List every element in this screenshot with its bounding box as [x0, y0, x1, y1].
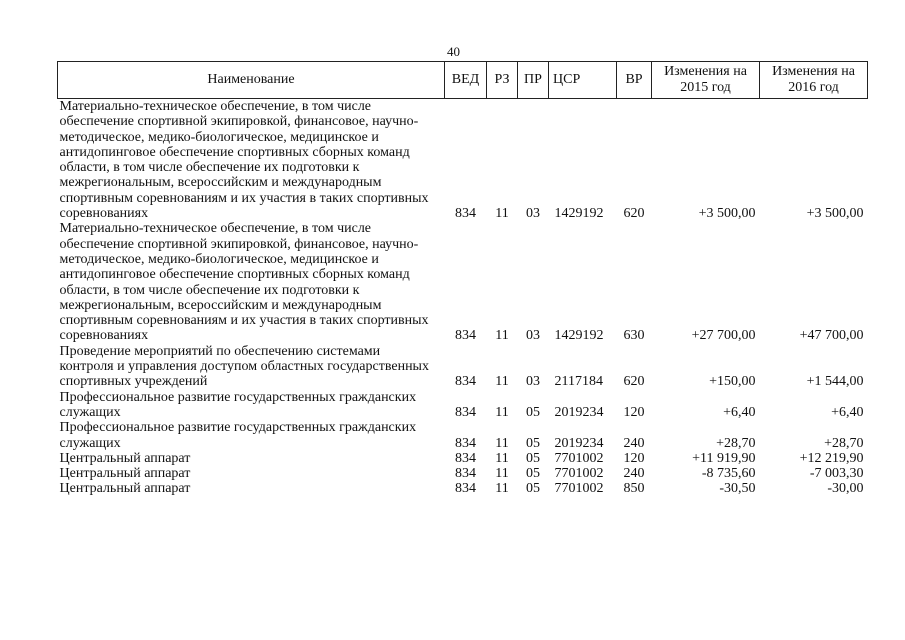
table-row — [58, 390, 868, 421]
row-change-2015: +28,70 — [716, 435, 756, 451]
row-change-2016: +28,70 — [824, 435, 864, 451]
row-change-2015: +6,40 — [723, 404, 756, 420]
table-header — [58, 62, 868, 99]
row-change-2016: +47 700,00 — [799, 328, 864, 344]
row-ved: 834 — [455, 481, 476, 497]
row-vr: 620 — [623, 206, 645, 222]
row-change-2015: +27 700,00 — [691, 328, 756, 344]
row-change-2016: -7 003,30 — [809, 466, 864, 482]
header-pr: ПР — [518, 62, 549, 99]
row-vr: 120 — [623, 450, 645, 466]
table-row — [58, 344, 868, 390]
row-name: Профессиональное развитие государственных гражданских служащих — [59, 389, 417, 420]
row-change-2016: +1 544,00 — [806, 374, 864, 390]
row-rz: 11 — [495, 328, 509, 344]
header-ved: ВЕД — [445, 62, 487, 99]
row-name: Материально-техническое обеспечение, в том числе обеспечение спортивной экипировкой, финансовое, научно-методическое, медико-биологическое, медицинское и антидопинговое обеспечение спортивных сборных команд области, в том числе обеспечение их подготовки к межрегиональным, всероссийским и международным спортивным соревнованиям и их участия в таких спортивных соревнованиях — [59, 99, 429, 222]
row-csr: 7701002 — [554, 450, 604, 466]
row-name: Центральный аппарат — [59, 450, 191, 466]
row-pr: 03 — [526, 374, 540, 390]
row-name: Материально-техническое обеспечение, в том числе обеспечение спортивной экипировкой, финансовое, научно-методическое, медико-биологическое, медицинское и антидопинговое обеспечение спортивных сборных команд области, в том числе обеспечение их подготовки к межрегиональным, всероссийским и международным спортивным соревнованиям и их участия в таких спортивных соревнованиях — [59, 221, 429, 344]
row-pr: 03 — [526, 328, 540, 344]
header-csr: ЦСР — [549, 62, 617, 99]
header-rz: РЗ — [487, 62, 518, 99]
row-rz: 11 — [495, 404, 509, 420]
header-name: Наименование — [58, 62, 445, 99]
row-change-2015: +3 500,00 — [698, 206, 756, 222]
row-pr: 05 — [526, 450, 540, 466]
row-pr: 05 — [526, 466, 540, 482]
row-vr: 120 — [623, 404, 645, 420]
row-change-2016: +3 500,00 — [806, 206, 864, 222]
row-name: Проведение мероприятий по обеспечению системами контроля и управления доступом областных государственных спортивных учреждений — [59, 343, 429, 390]
table-row — [58, 451, 868, 466]
row-vr: 850 — [623, 481, 645, 497]
row-change-2015: +11 919,90 — [692, 450, 756, 466]
row-name: Центральный аппарат — [59, 481, 191, 497]
row-csr: 7701002 — [554, 466, 604, 482]
row-pr: 05 — [526, 481, 540, 497]
row-ved: 834 — [455, 435, 476, 451]
table-row — [58, 221, 868, 343]
table-row — [58, 99, 868, 222]
row-change-2016: -30,00 — [827, 481, 864, 497]
header-change-2015: Изменения на 2015 год — [652, 62, 760, 99]
row-rz: 11 — [495, 206, 509, 222]
row-change-2015: -30,50 — [719, 481, 756, 497]
row-pr: 05 — [526, 435, 540, 451]
row-ved: 834 — [455, 450, 476, 466]
header-vr: ВР — [617, 62, 652, 99]
row-csr: 7701002 — [554, 481, 604, 497]
row-change-2016: +6,40 — [831, 404, 864, 420]
table-row — [58, 466, 868, 481]
row-rz: 11 — [495, 435, 509, 451]
row-csr: 1429192 — [554, 206, 604, 222]
row-csr: 2117184 — [554, 374, 603, 390]
row-ved: 834 — [455, 404, 476, 420]
row-rz: 11 — [495, 374, 509, 390]
row-vr: 620 — [623, 374, 645, 390]
row-ved: 834 — [455, 466, 476, 482]
row-pr: 05 — [526, 404, 540, 420]
row-rz: 11 — [495, 481, 509, 497]
row-csr: 1429192 — [554, 328, 604, 344]
row-ved: 834 — [455, 206, 476, 222]
row-vr: 240 — [623, 435, 645, 451]
row-name: Центральный аппарат — [59, 466, 191, 482]
row-change-2016: +12 219,90 — [799, 450, 864, 466]
row-vr: 630 — [623, 328, 645, 344]
row-csr: 2019234 — [554, 404, 604, 420]
row-change-2015: +150,00 — [709, 374, 756, 390]
row-ved: 834 — [455, 328, 476, 344]
header-change-2016: Изменения на 2016 год — [760, 62, 868, 99]
row-ved: 834 — [455, 374, 476, 390]
row-vr: 240 — [623, 466, 645, 482]
row-pr: 03 — [526, 206, 540, 222]
table-row — [58, 420, 868, 451]
budget-changes-table — [57, 61, 868, 497]
row-name: Профессиональное развитие государственных гражданских служащих — [59, 420, 417, 451]
row-csr: 2019234 — [554, 435, 604, 451]
row-rz: 11 — [495, 466, 509, 482]
table-body — [58, 99, 868, 497]
page-number: 40 — [447, 44, 460, 59]
row-change-2015: -8 735,60 — [701, 466, 756, 482]
row-rz: 11 — [495, 450, 509, 466]
table-row — [58, 481, 868, 496]
